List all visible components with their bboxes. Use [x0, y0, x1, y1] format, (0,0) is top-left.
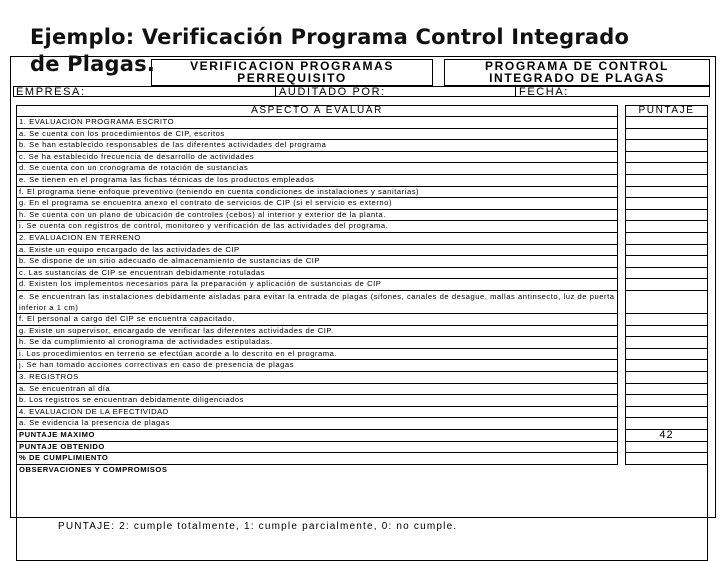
- table-row: 4. EVALUACION DE LA EFECTIVIDAD: [16, 407, 618, 419]
- table-row: c. Se ha establecido frecuencia de desarrollo de actividades: [16, 152, 618, 164]
- table-row: j. Se han tomado acciones correctivas en caso de presencia de plagas: [16, 360, 618, 372]
- score-cell: [625, 395, 708, 407]
- score-cell: [625, 314, 708, 326]
- table-row: 1. EVALUACION PROGRAMA ESCRITO: [16, 117, 618, 129]
- score-cell: [625, 187, 708, 199]
- table-row: g. Existe un supervisor, encargado de verificar las diferentes actividades de CIP.: [16, 326, 618, 338]
- table-row: f. El programa tiene enfoque preventivo (teniendo en cuenta condiciones de instalaciones y sanitarias): [16, 187, 618, 199]
- table-row: c. Las sustancias de CIP se encuentran debidamente rotuladas: [16, 268, 618, 280]
- table-row: 3. REGISTROS: [16, 372, 618, 384]
- auditado-label: AUDITADO POR:: [279, 86, 386, 98]
- table-row: g. En el programa se encuentra anexo el contrato de servicios de CIP (si el servicio es externo): [16, 198, 618, 210]
- verification-form: [10, 56, 716, 518]
- table-row: e. Se tienen en el programa las fichas técnicas de los productos empleados: [16, 175, 618, 187]
- score-cell: [625, 453, 708, 465]
- score-cell: [625, 117, 708, 129]
- table-row: i. Se cuenta con registros de control, monitoreo y verificación de las actividades del programa.: [16, 221, 618, 233]
- table-row: a. Se evidencia la presencia de plagas: [16, 418, 618, 430]
- table-row: b. Los registros se encuentran debidamente diligenciados: [16, 395, 618, 407]
- info-divider-1: [275, 86, 276, 97]
- table-row: e. Se encuentran las instalaciones debidamente aisladas para evitar la entrada de plagas (sifones, canales de desague, mallas antinsecto, luz de puerta inferior a 1 cm): [16, 291, 618, 314]
- table-row: d. Se cuenta con un cronograma de rotación de sustancias: [16, 163, 618, 175]
- score-cell: [625, 337, 708, 349]
- table-row: PUNTAJE MAXIMO: [16, 430, 618, 442]
- score-cell: [625, 326, 708, 338]
- table-row: a. Existe un equipo encargado de las actividades de CIP: [16, 245, 618, 257]
- header-left-line-2: PERREQUISITO: [237, 71, 347, 85]
- table-row: i. Los procedimientos en terreno se efectúan acorde a lo descrito en el programa.: [16, 349, 618, 361]
- table-row: OBSERVACIONES Y COMPROMISOS: [16, 465, 708, 561]
- info-divider-2: [515, 86, 516, 97]
- score-cell: [625, 291, 708, 314]
- score-cell: [625, 407, 708, 419]
- table-row: a. Se cuenta con los procedimientos de CIP, escritos: [16, 129, 618, 141]
- table-row: b. Se han establecido responsables de las diferentes actividades del programa: [16, 140, 618, 152]
- table-row: d. Existen los implementos necesarios para la preparación y aplicación de sustancias de CIP: [16, 279, 618, 291]
- score-cell: [625, 268, 708, 280]
- score-cell: [625, 245, 708, 257]
- col-aspecto-header: ASPECTO A EVALUAR: [16, 105, 618, 117]
- footer-note: PUNTAJE: 2: cumple totalmente, 1: cumple parcialmente, 0: no cumple.: [58, 521, 458, 532]
- score-cell: [625, 233, 708, 245]
- score-cell: [625, 360, 708, 372]
- fecha-label: FECHA:: [519, 86, 569, 98]
- table-row: h. Se cuenta con un plano de ubicación de controles (cebos) al interior y exterior de la planta.: [16, 210, 618, 222]
- score-cell: [625, 442, 708, 454]
- score-cell: [625, 221, 708, 233]
- score-cell: [625, 349, 708, 361]
- score-cell: [625, 175, 708, 187]
- score-cell: [625, 140, 708, 152]
- slide-title-line-1: Ejemplo: Verificación Programa Control Integrado: [30, 25, 630, 49]
- table-row: h. Se da cumplimiento al cronograma de actividades estipuladas.: [16, 337, 618, 349]
- score-cell: [625, 210, 708, 222]
- score-cell: [625, 372, 708, 384]
- score-cell: [625, 256, 708, 268]
- table-row: a. Se encuentran al día: [16, 384, 618, 396]
- score-cell: [625, 129, 708, 141]
- table-row: 2. EVALUACION EN TERRENO: [16, 233, 618, 245]
- score-cell: [625, 198, 708, 210]
- empresa-label: EMPRESA:: [16, 86, 86, 98]
- score-cell: [625, 279, 708, 291]
- header-right-line-1: PROGRAMA DE CONTROL: [485, 59, 669, 73]
- table-row: % DE CUMPLIMIENTO: [16, 453, 618, 465]
- puntaje-maximo-value: 42: [625, 430, 708, 442]
- table-row: PUNTAJE OBTENIDO: [16, 442, 618, 454]
- slide-title-line-2: de Plagas.: [30, 52, 156, 76]
- table-row: f. El personal a cargo del CIP se encuentra capacitado.: [16, 314, 618, 326]
- header-left-line-1: VERIFICACION PROGRAMAS: [190, 59, 394, 73]
- col-puntaje-header: PUNTAJE: [625, 105, 708, 117]
- score-cell: [625, 384, 708, 396]
- slide-title: [30, 24, 690, 78]
- score-cell: [625, 152, 708, 164]
- header-right-line-2: INTEGRADO DE PLAGAS: [489, 71, 665, 85]
- score-cell: [625, 163, 708, 175]
- table-row: b. Se dispone de un sitio adecuado de almacenamiento de sustancias de CIP: [16, 256, 618, 268]
